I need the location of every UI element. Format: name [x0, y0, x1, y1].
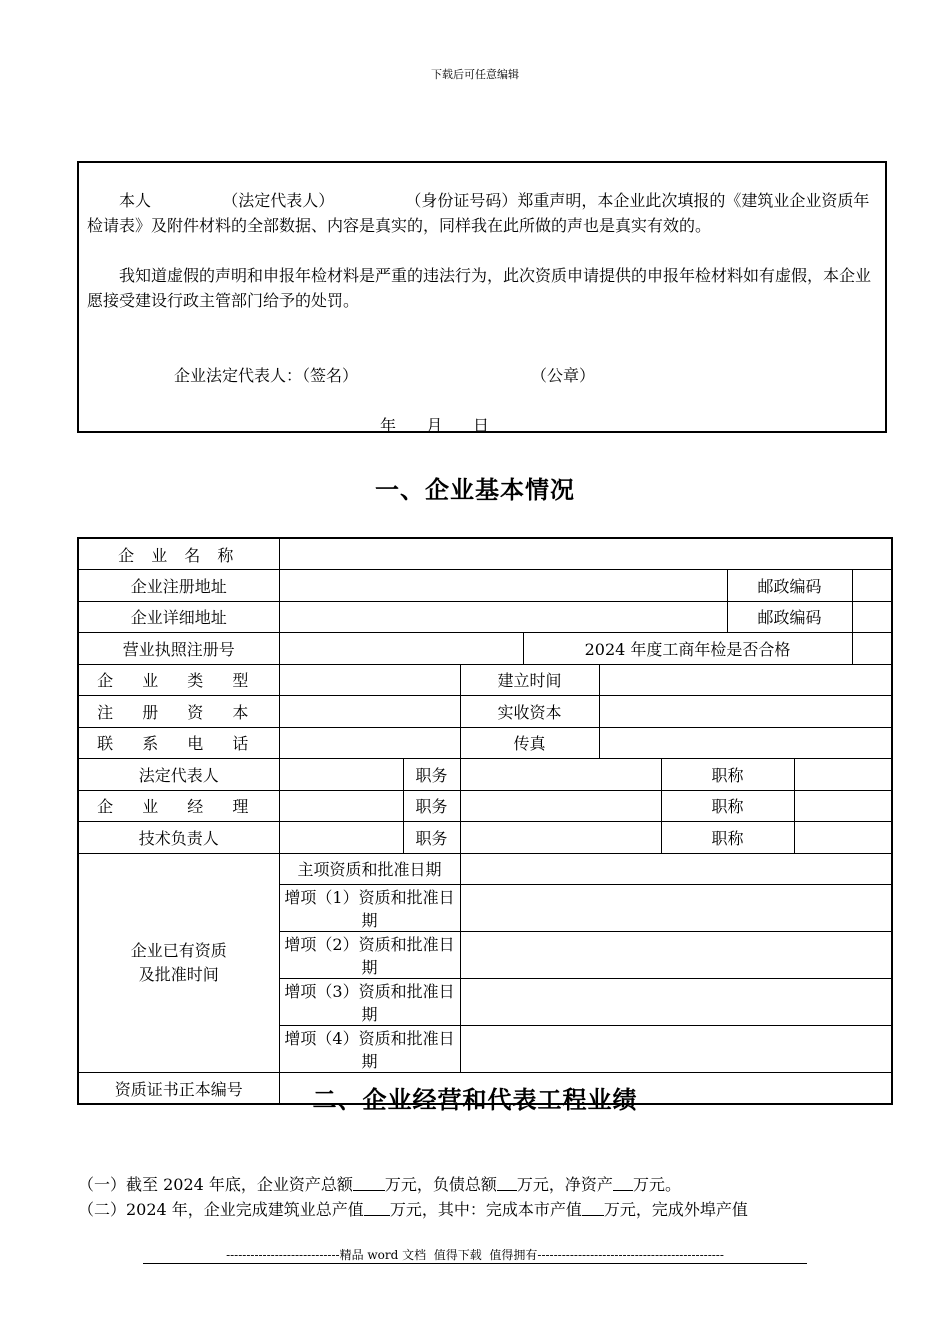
section1-title: 一、企业基本情况 [375, 475, 575, 504]
value-tech-lead-title[interactable] [794, 822, 892, 854]
label-manager-title: 职称 [661, 790, 794, 822]
table-row [78, 790, 892, 822]
table-row [78, 601, 892, 633]
value-manager[interactable] [279, 790, 403, 822]
total-assets-blank[interactable] [353, 1176, 385, 1191]
value-established[interactable] [599, 664, 892, 696]
value-legal-rep[interactable] [279, 759, 403, 791]
value-tech-lead[interactable] [279, 822, 403, 854]
value-tech-lead-post[interactable] [460, 822, 661, 854]
footer-rule [143, 1263, 807, 1264]
value-reg-capital[interactable] [279, 696, 460, 728]
label-qualifications-line2: 及批准时间 [138, 964, 219, 984]
declaration-paragraph-2: 我知道虚假的声明和申报年检材料是严重的违法行为，此次资质申请提供的申报年检材料如有虚假，本企业愿接受建设行政主管部门给予的处罚。 [87, 266, 872, 310]
value-license-no[interactable] [279, 633, 523, 665]
label-qualifications [78, 853, 279, 1073]
section2-title: 二、企业经营和代表工程业绩 [312, 1085, 638, 1114]
label-annual-check: 2024 年度工商年检是否合格 [523, 633, 852, 665]
label-phone: 联 系 电 话 [78, 727, 279, 759]
value-main-qual[interactable] [460, 853, 892, 885]
value-company-name[interactable] [279, 538, 892, 570]
label-manager-post: 职务 [403, 790, 460, 822]
label-established: 建立时间 [460, 664, 599, 696]
label-qualifications-line1: 企业已有资质 [130, 940, 227, 960]
table-row [78, 696, 892, 728]
assets-line [78, 1172, 681, 1195]
net-assets-blank[interactable] [613, 1176, 633, 1191]
label-add-qual-1: 增项（1）资质和批准日期 [279, 885, 460, 932]
label-add-qual-3: 增项（3）资质和批准日期 [279, 979, 460, 1026]
label-cert-no: 资质证书正本编号 [78, 1073, 279, 1105]
value-annual-check[interactable] [852, 633, 892, 665]
table-row [78, 664, 892, 696]
total-liabilities-blank[interactable] [497, 1176, 517, 1191]
declaration-box [77, 161, 887, 433]
label-company-type: 企 业 类 型 [78, 664, 279, 696]
assets-text-4: 万元。 [632, 1175, 681, 1194]
total-output-blank[interactable] [364, 1201, 390, 1216]
label-fax: 传真 [460, 727, 599, 759]
value-company-type[interactable] [279, 664, 460, 696]
label-add-qual-2: 增项（2）资质和批准日期 [279, 932, 460, 979]
value-detail-address[interactable] [279, 601, 727, 633]
seal-label: （公章） [531, 366, 596, 385]
signature-label: 企业法定代表人：（签名） [174, 366, 359, 385]
table-row [78, 633, 892, 665]
table-row [78, 822, 892, 854]
output-text-2: 万元，其中：完成本市产值 [389, 1200, 582, 1219]
label-paid-capital: 实收资本 [460, 696, 599, 728]
table-row [78, 853, 892, 885]
table-row [78, 538, 892, 570]
label-manager: 企 业 经 理 [78, 790, 279, 822]
assets-text-3: 万元，净资产 [516, 1175, 613, 1194]
value-reg-address[interactable] [279, 570, 727, 602]
label-reg-address: 企业注册地址 [78, 570, 279, 602]
local-output-blank[interactable] [582, 1201, 604, 1216]
header-note: 下载后可任意编辑 [431, 68, 519, 81]
label-tech-lead-post: 职务 [403, 822, 460, 854]
date-line: 年 月 日 [380, 416, 490, 435]
assets-text-1: （一）截至 2024 年底，企业资产总额 [78, 1175, 353, 1194]
value-postcode-2[interactable] [852, 601, 892, 633]
label-postcode-2: 邮政编码 [727, 601, 852, 633]
value-add-qual-2[interactable] [460, 932, 892, 979]
label-license-no: 营业执照注册号 [78, 633, 279, 665]
assets-text-2: 万元，负债总额 [384, 1175, 497, 1194]
table-row [78, 759, 892, 791]
value-fax[interactable] [599, 727, 892, 759]
label-tech-lead-title: 职称 [661, 822, 794, 854]
label-legal-rep-post: 职务 [403, 759, 460, 791]
label-add-qual-4: 增项（4）资质和批准日期 [279, 1026, 460, 1073]
declaration-paragraph-1: 本人 （法定代表人） （身份证号码）郑重声明，本企业此次填报的《建筑业企业资质年检请表》及附件材料的全部数据、内容是真实的，同样我在此所做的声也是真实有效的。 [87, 191, 870, 235]
label-legal-rep-title: 职称 [661, 759, 794, 791]
output-text-3: 万元，完成外埠产值 [603, 1200, 748, 1219]
label-legal-rep: 法定代表人 [78, 759, 279, 791]
value-legal-rep-post[interactable] [460, 759, 661, 791]
value-add-qual-1[interactable] [460, 885, 892, 932]
output-line [78, 1197, 748, 1220]
label-company-name: 企 业 名 称 [78, 538, 279, 570]
basic-info-table [77, 537, 893, 1105]
table-row [78, 570, 892, 602]
value-phone[interactable] [279, 727, 460, 759]
value-add-qual-4[interactable] [460, 1026, 892, 1073]
label-tech-lead: 技术负责人 [78, 822, 279, 854]
label-reg-capital: 注 册 资 本 [78, 696, 279, 728]
value-manager-post[interactable] [460, 790, 661, 822]
label-postcode: 邮政编码 [727, 570, 852, 602]
value-manager-title[interactable] [794, 790, 892, 822]
label-main-qual: 主项资质和批准日期 [279, 853, 460, 885]
value-add-qual-3[interactable] [460, 979, 892, 1026]
value-postcode[interactable] [852, 570, 892, 602]
table-row [78, 727, 892, 759]
label-detail-address: 企业详细地址 [78, 601, 279, 633]
value-legal-rep-title[interactable] [794, 759, 892, 791]
value-paid-capital[interactable] [599, 696, 892, 728]
footer-text: ----------------------------精品 word 文档 值得下载 值得拥有---------------------------------------------- [226, 1248, 724, 1262]
output-text-1: （二）2024 年，企业完成建筑业总产值 [78, 1200, 364, 1219]
